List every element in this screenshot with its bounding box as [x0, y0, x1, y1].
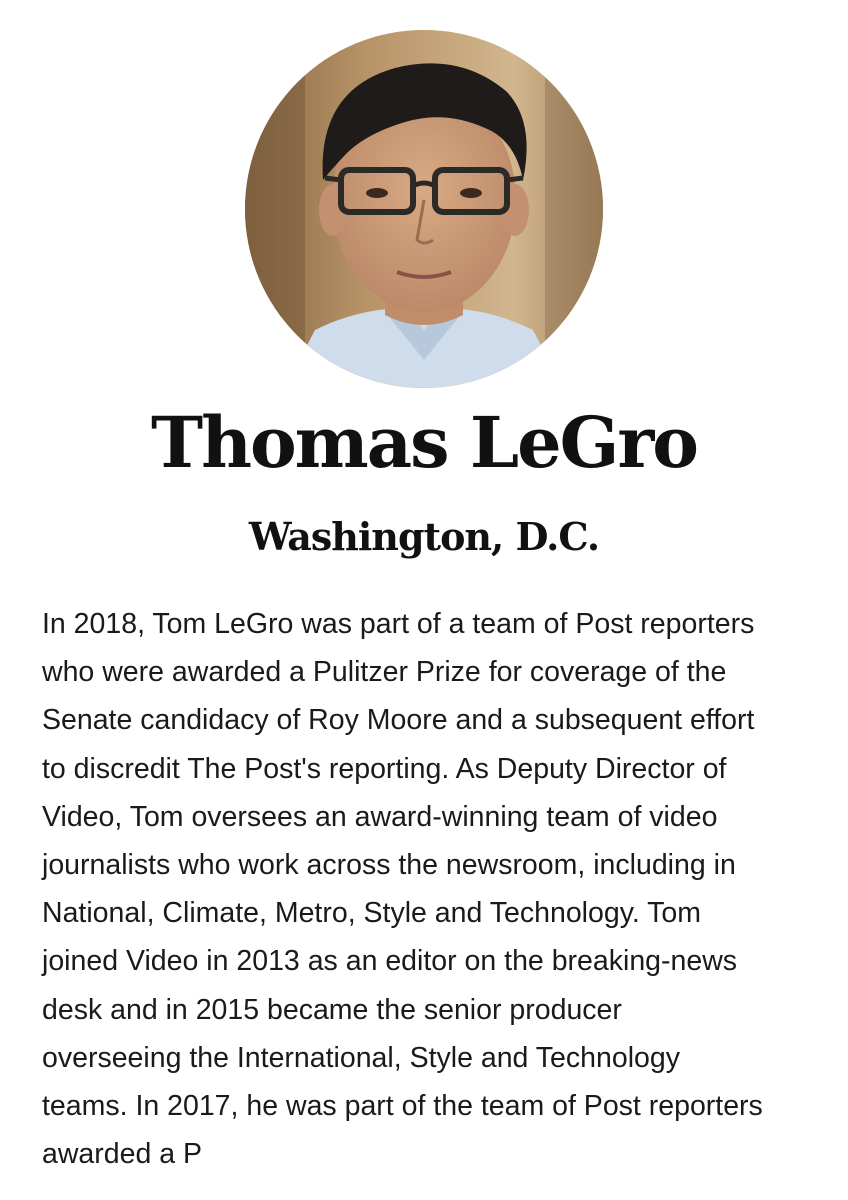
bio-line: journalists who work across the newsroom, including in	[42, 849, 736, 882]
bio-line: to discredit The Post's reporting. As Deputy Director of	[42, 752, 727, 785]
bio-line: teams. In 2017, he was part of the team of Post reporters	[42, 1090, 763, 1123]
author-location: Washington, D.C.	[248, 514, 600, 559]
bio-line: desk and in 2015 became the senior producer	[42, 993, 622, 1026]
bio-line: joined Video in 2013 as an editor on the breaking-news	[42, 945, 738, 978]
author-bio	[42, 600, 822, 1178]
bio-line: who were awarded a Pulitzer Prize for coverage of the	[42, 656, 727, 689]
bio-line: In 2018, Tom LeGro was part of a team of Post reporters	[42, 608, 755, 640]
bio-line: overseeing the International, Style and Technology	[42, 1041, 680, 1074]
bio-line: National, Climate, Metro, Style and Technology. Tom	[42, 897, 701, 930]
bio-line: Senate candidacy of Roy Moore and a subsequent effort	[42, 704, 755, 737]
bio-line: Video, Tom oversees an award-winning team of video	[42, 800, 718, 833]
bio-line: awarded a P	[42, 1138, 203, 1171]
author-photo	[245, 30, 603, 388]
author-name: Thomas LeGro	[151, 401, 697, 484]
